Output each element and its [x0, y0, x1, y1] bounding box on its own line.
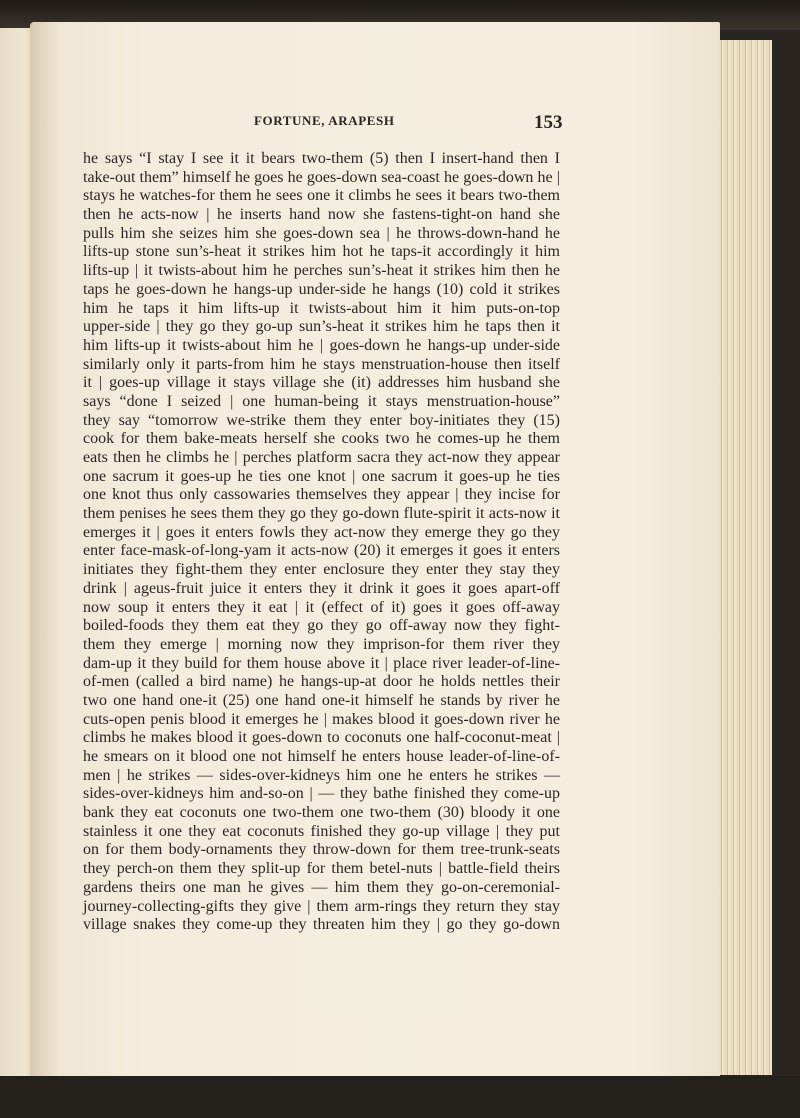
text-line: cuts-open penis blood it emerges he | makes blood it goes-down river he	[83, 710, 560, 728]
text-line: climbs he makes blood it goes-down to coconuts one half-coconut-meat |	[83, 729, 560, 747]
text-line: them penises he sees them they go they go-down flute-spirit it acts-now it	[83, 505, 560, 523]
text-line: stays he watches-for them he sees one it climbs he sees it bears two-them	[83, 187, 560, 205]
text-line: now soup it enters they it eat | it (effect of it) goes it goes off-away	[83, 598, 560, 616]
text-line: he smears on it blood one not himself he enters house leader-of-line-of-	[83, 748, 560, 765]
text-line: cook for them bake-meats herself she cooks two he comes-up he them	[83, 430, 560, 448]
text-line: pulls him she seizes him she goes-down sea | he throws-down-hand he	[83, 224, 560, 242]
text-line: him lifts-up it twists-about him he | goes-down he hangs-up under-side	[83, 336, 560, 354]
text-line: stainless it one they eat coconuts finished they go-up village | they put	[83, 822, 560, 840]
text-line: him he taps it him lifts-up it twists-about him it him puts-on-top	[83, 299, 560, 317]
running-head: FORTUNE, ARAPESH	[254, 113, 395, 128]
text-line: boiled-foods they them eat they go they go off-away now they fight-	[83, 617, 560, 635]
body-text	[83, 150, 560, 935]
text-line: one knot thus only cassowaries themselves they appear | they incise for	[83, 486, 560, 504]
text-line: two one hand one-it (25) one hand one-it himself he stands by river he	[83, 691, 560, 709]
text-line: gardens theirs one man he gives — him them they go-on-ceremonial-	[83, 878, 560, 896]
text-line: initiates they fight-them they enter enclosure they enter they stay they	[83, 561, 560, 579]
text-line: of-men (called a bird name) he hangs-up-at door he holds nettles their	[83, 673, 560, 691]
text-line: them they emerge | morning now they imprison-for them river they	[83, 635, 560, 653]
text-line: one sacrum it goes-up he ties one knot | one sacrum it goes-up he ties	[83, 467, 560, 485]
text-line: journey-collecting-gifts they give | them arm-rings they return they stay	[83, 897, 560, 915]
text-line: sides-over-kidneys him and-so-on | — they bathe finished they come-up	[83, 785, 560, 803]
text-line: village snakes they come-up they threaten him they | go they go-down	[83, 916, 560, 934]
book-binding-bottom	[0, 1076, 800, 1118]
text-line: they perch-on them they split-up for them betel-nuts | battle-field theirs	[83, 860, 560, 878]
text-line: drink | ageus-fruit juice it enters they it drink it goes it goes apart-off	[83, 579, 560, 597]
text-line: then he acts-now | he inserts hand now she fastens-tight-on hand she	[83, 206, 560, 224]
text-line: men | he strikes — sides-over-kidneys him one he enters he strikes —	[83, 766, 560, 784]
text-line: lifts-up | it twists-about him he perches sun’s-heat it strikes him then he	[83, 262, 560, 280]
page-edges	[712, 40, 772, 1075]
page-number: 153	[534, 112, 563, 133]
text-line: upper-side | they go they go-up sun’s-heat it strikes him he taps then it	[83, 318, 560, 336]
text-line: emerges it | goes it enters fowls they act-now they emerge they go they	[83, 523, 560, 541]
text-line: says “done I seized | one human-being it stays menstruation-house”	[83, 392, 560, 410]
text-line: he says “I stay I see it it bears two-them (5) then I insert-hand then I	[83, 150, 560, 167]
text-line: similarly only it parts-from him he stays menstruation-house then itself	[83, 355, 560, 373]
text-line: eats then he climbs he | perches platform sacra they act-now they appear	[83, 449, 560, 466]
text-line: taps he goes-down he hangs-up under-side he hangs (10) cold it strikes	[83, 280, 560, 298]
text-line: take-out them” himself he goes he goes-down sea-coast he goes-down he |	[83, 168, 560, 186]
text-line: on for them body-ornaments they throw-down for them tree-trunk-seats	[83, 841, 560, 859]
text-line: bank they eat coconuts one two-them one two-them (30) bloody it one	[83, 804, 560, 822]
text-line: it | goes-up village it stays village she (it) addresses him husband she	[83, 374, 560, 392]
text-line: lifts-up stone sun’s-heat it strikes him hot he taps-it accordingly it him	[83, 243, 560, 261]
text-line: dam-up it they build for them house above it | place river leader-of-line-	[83, 654, 560, 672]
text-line: they say “tomorrow we-strike them they enter boy-initiates they (15)	[83, 411, 560, 429]
text-line: enter face-mask-of-long-yam it acts-now (20) it emerges it goes it enters	[83, 542, 560, 560]
